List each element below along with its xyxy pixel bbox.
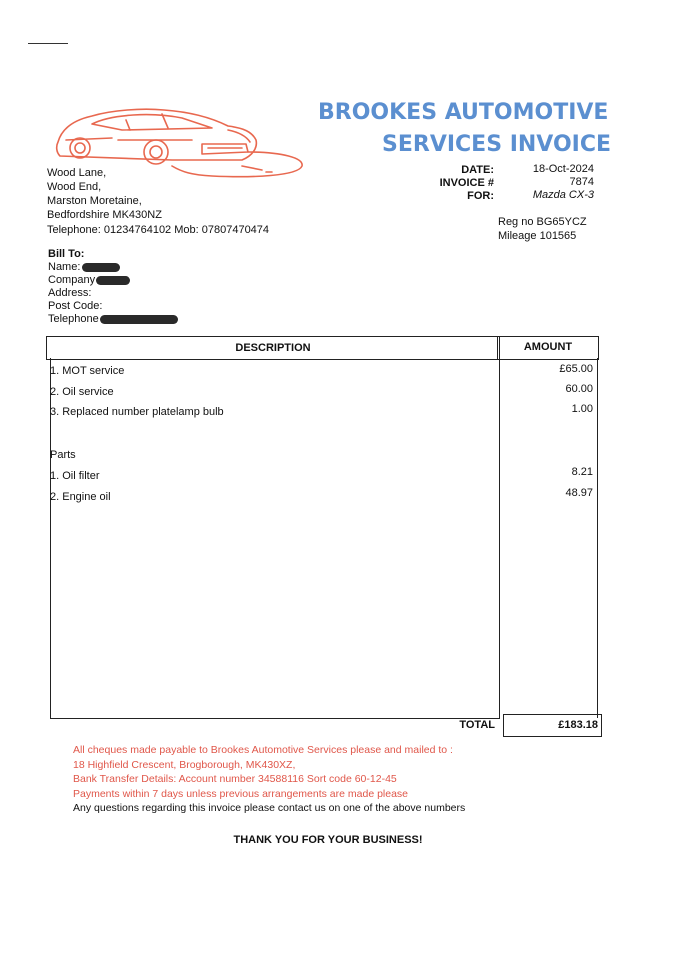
bill-telephone-row [48,313,178,326]
telephone-line: Telephone: 01234764102 Mob: 07807470474 [47,224,270,236]
payment-line: Payments within 7 days unless previous arrangements are made please [73,787,409,800]
redaction-mark [96,276,130,285]
for-label: FOR: [467,190,494,202]
description-header-cell [46,336,500,360]
address-line: Wood Lane, [47,167,107,179]
line-item-amount: 1.00 [571,403,593,415]
redaction-mark [82,263,120,272]
amount-header-cell [497,336,599,360]
payment-instructions [73,743,465,816]
date-label: DATE: [461,164,494,176]
part-amount: 8.21 [571,466,593,478]
total-value: £183.18 [558,719,598,731]
payment-line: All cheques made payable to Brookes Automotive Services please and mailed to : [73,744,453,756]
address-line: Bedfordshire MK430NZ [47,209,162,221]
bill-company-row [48,274,178,287]
company-title-line1: BROOKES AUTOMOTIVE [318,100,609,125]
scan-mark [28,43,68,44]
name-label: Name: [48,261,81,273]
amount-header: AMOUNT [523,341,573,353]
line-item-amount: £65.00 [559,363,593,375]
line-item-description: 1. MOT service [50,365,125,377]
address-line: Marston Moretaine, [47,195,142,207]
bill-to-section [48,248,178,326]
mileage: Mileage 101565 [498,230,577,242]
total-cell [503,714,602,737]
payment-line: Bank Transfer Details: Account number 34588116 Sort code 60-12-45 [73,773,397,785]
line-item-description: 3. Replaced number platelamp bulb [50,406,224,418]
bill-name-row [48,261,178,274]
description-header: DESCRIPTION [235,342,311,354]
vehicle-details [498,215,587,243]
bill-to-heading: Bill To: [48,248,85,260]
date-value: 18-Oct-2024 [532,163,594,175]
line-item-description: 2. Oil service [50,386,114,398]
thank-you-message: THANK YOU FOR YOUR BUSINESS! [233,834,423,846]
company-label: Company [48,274,96,286]
telephone-label: Telephone [48,313,99,325]
company-title-line2: SERVICES INVOICE [382,132,612,157]
total-label: TOTAL [459,719,495,731]
questions-line: Any questions regarding this invoice please contact us on one of the above numbers [73,802,466,814]
postcode-label: Post Code: [48,300,103,312]
for-value: Mazda CX-3 [532,189,594,201]
invoice-number-label: INVOICE # [439,177,494,189]
address-line: Wood End, [47,181,102,193]
parts-heading: Parts [50,449,76,461]
part-description: 2. Engine oil [50,491,111,503]
address-label: Address: [48,287,92,299]
part-amount: 48.97 [565,487,593,499]
invoice-number-value: 7874 [569,176,594,188]
redaction-mark [100,315,178,324]
payment-line: 18 Highfield Crescent, Brogborough, MK430XZ, [73,758,296,771]
part-description: 1. Oil filter [50,470,100,482]
company-address [47,166,269,237]
reg-number: Reg no BG65YCZ [498,216,587,228]
line-item-amount: 60.00 [565,383,593,395]
